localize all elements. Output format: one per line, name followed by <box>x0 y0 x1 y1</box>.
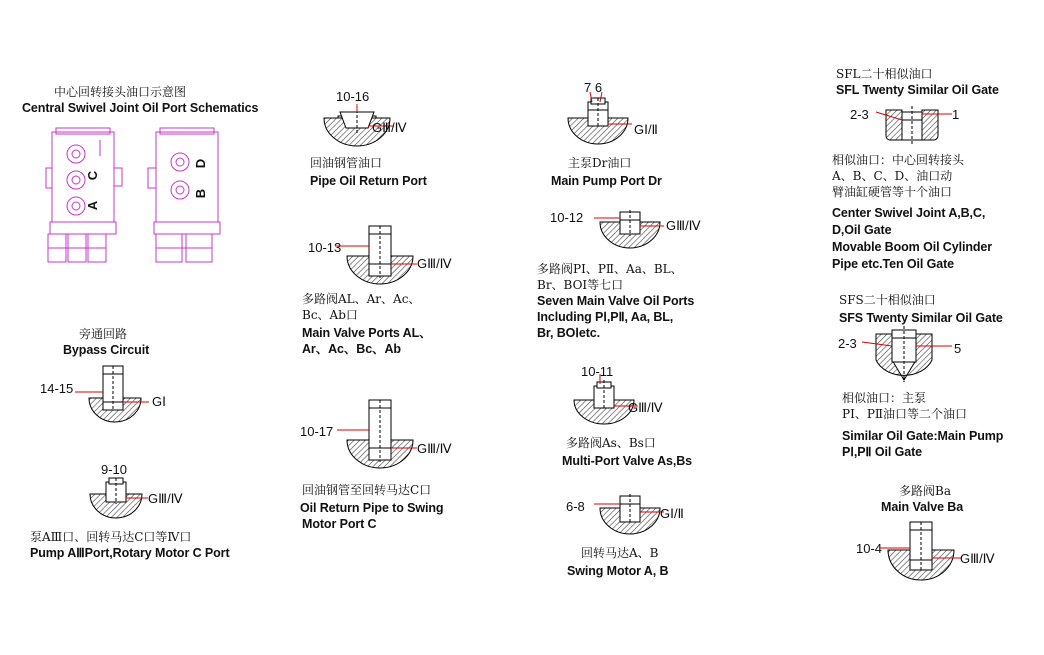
main-pump-en: Main Pump Port Dr <box>551 174 662 188</box>
pump-a-cn: 泵AⅢ口、回转马达C口等Ⅳ口 <box>30 530 192 544</box>
sfl-cn3: 臂油缸硬管等十个油口 <box>832 185 953 199</box>
main-valve-al-cn2: Bc、Ab口 <box>302 308 358 322</box>
swing-motor-size: 6-8 <box>566 499 585 514</box>
multi-port-thread: GⅢ/Ⅳ <box>628 400 663 415</box>
bypass-title-en: Bypass Circuit <box>63 343 150 357</box>
sfl-en3: Movable Boom Oil Cylinder <box>832 240 993 254</box>
main-pump-cn: 主泵Dr油口 <box>568 156 632 170</box>
sfs-fitting-drawing <box>872 326 936 386</box>
valve-ba-thread: GⅢ/Ⅳ <box>960 551 995 566</box>
sfs-cn1: 相似油口：主泵 <box>842 391 927 405</box>
sfs-en1: Similar Oil Gate:Main Pump <box>842 429 1004 443</box>
valve-ba-en: Main Valve Ba <box>881 500 964 514</box>
sfl-size: 2-3 <box>850 107 869 122</box>
main-valve-al-thread: GⅢ/Ⅳ <box>417 256 452 271</box>
seven-ports-cn1: 多路阀PⅠ、PⅡ、Aa、BL、 <box>537 262 683 276</box>
sfs-size: 2-3 <box>838 336 857 351</box>
swing-motor-fitting-drawing <box>598 492 662 538</box>
sfl-title-cn: SFL二十相似油口 <box>836 67 933 81</box>
sfl-cn2: A、B、C、D、油口动 <box>832 169 953 183</box>
multi-port-cn: 多路阀As、Bs口 <box>566 436 656 450</box>
bypass-size: 14-15 <box>40 381 74 396</box>
return-swing-cn: 回油钢管至回转马达C口 <box>302 483 432 497</box>
swivel-letter-a: A <box>85 200 101 211</box>
main-pump-fitting-drawing <box>566 96 630 146</box>
main-valve-al-fitting-drawing <box>345 224 415 288</box>
main-valve-al-en2: Ar、Ac、Bc、Ab <box>302 342 401 356</box>
sfs-num: 5 <box>954 341 962 356</box>
swivel-letter-c: C <box>85 170 101 181</box>
valve-ba-size: 10-4 <box>856 541 883 556</box>
seven-ports-fitting-drawing <box>598 210 662 250</box>
sfl-cn1: 相似油口：中心回转接头 <box>832 153 965 167</box>
pump-a-size: 9-10 <box>101 462 128 477</box>
sfl-en4: Pipe etc.Ten Oil Gate <box>832 257 955 271</box>
sfl-en2: D,Oil Gate <box>832 223 892 237</box>
sfs-title-cn: SFS二十相似油口 <box>839 293 936 307</box>
swivel-letter-b: B <box>193 188 209 199</box>
pipe-return-cn: 回油钢管油口 <box>310 156 383 170</box>
seven-ports-en3: Br, BOⅠetc. <box>537 326 601 340</box>
sfl-en1: Center Swivel Joint A,B,C, <box>832 206 986 220</box>
seven-ports-size: 10-12 <box>550 210 584 225</box>
multi-port-size: 10-11 <box>581 364 614 379</box>
multi-port-fitting-drawing <box>572 380 636 426</box>
return-swing-size: 10-17 <box>300 424 334 439</box>
main-pump-thread: GⅠ/Ⅱ <box>634 122 658 137</box>
main-valve-al-size: 10-13 <box>308 240 342 255</box>
multi-port-en: Multi-Port Valve As,Bs <box>562 454 693 468</box>
main-valve-al-en1: Main Valve Ports AL、 <box>302 326 432 340</box>
seven-ports-thread: GⅢ/Ⅳ <box>666 218 701 233</box>
sfl-fitting-drawing <box>880 104 944 148</box>
bypass-thread: GⅠ <box>152 394 166 409</box>
swing-motor-en: Swing Motor A, B <box>567 564 669 578</box>
sfl-title-en: SFL Twenty Similar Oil Gate <box>836 83 999 97</box>
pump-a-fitting-drawing <box>88 478 144 524</box>
sfs-cn2: PⅠ、PⅡ油口等二个油口 <box>842 407 968 421</box>
return-swing-en2: Motor Port C <box>302 517 377 531</box>
swing-motor-thread: GⅠ/Ⅱ <box>660 506 684 521</box>
seven-ports-en2: Including PⅠ,PⅡ, Aa, BL, <box>537 310 674 324</box>
bypass-fitting-drawing <box>85 364 145 424</box>
seven-ports-en1: Seven Main Valve Oil Ports <box>537 294 695 308</box>
swivel-title-en: Central Swivel Joint Oil Port Schematics <box>22 101 259 115</box>
pipe-return-en: Pipe Oil Return Port <box>310 174 427 188</box>
return-swing-en1: Oil Return Pipe to Swing <box>300 501 444 515</box>
pump-a-thread: GⅢ/Ⅳ <box>148 491 183 506</box>
pipe-return-size: 10-16 <box>336 89 370 104</box>
swivel-joint-drawing <box>40 128 230 278</box>
return-swing-fitting-drawing <box>345 398 415 472</box>
valve-ba-fitting-drawing <box>886 520 956 586</box>
sfl-num: 1 <box>952 107 960 122</box>
seven-ports-cn2: Br、BOⅠ等七口 <box>537 278 624 292</box>
bypass-title-cn: 旁通回路 <box>79 327 128 341</box>
pipe-return-thread: GⅢ/Ⅳ <box>372 120 407 135</box>
swivel-title-cn: 中心回转接头油口示意图 <box>54 85 187 99</box>
swing-motor-cn: 回转马达A、B <box>581 546 659 560</box>
main-valve-al-cn1: 多路阀AL、Ar、Ac、 <box>302 292 421 306</box>
sfs-title-en: SFS Twenty Similar Oil Gate <box>839 311 1003 325</box>
return-swing-thread: GⅢ/Ⅳ <box>417 441 452 456</box>
swivel-letter-d: D <box>193 158 209 169</box>
pump-a-en: Pump AⅢPort,Rotary Motor C Port <box>30 546 230 560</box>
valve-ba-cn: 多路阀Ba <box>899 484 951 498</box>
sfs-en2: PⅠ,PⅡ Oil Gate <box>842 445 922 459</box>
main-pump-size: 7 6 <box>584 80 603 95</box>
